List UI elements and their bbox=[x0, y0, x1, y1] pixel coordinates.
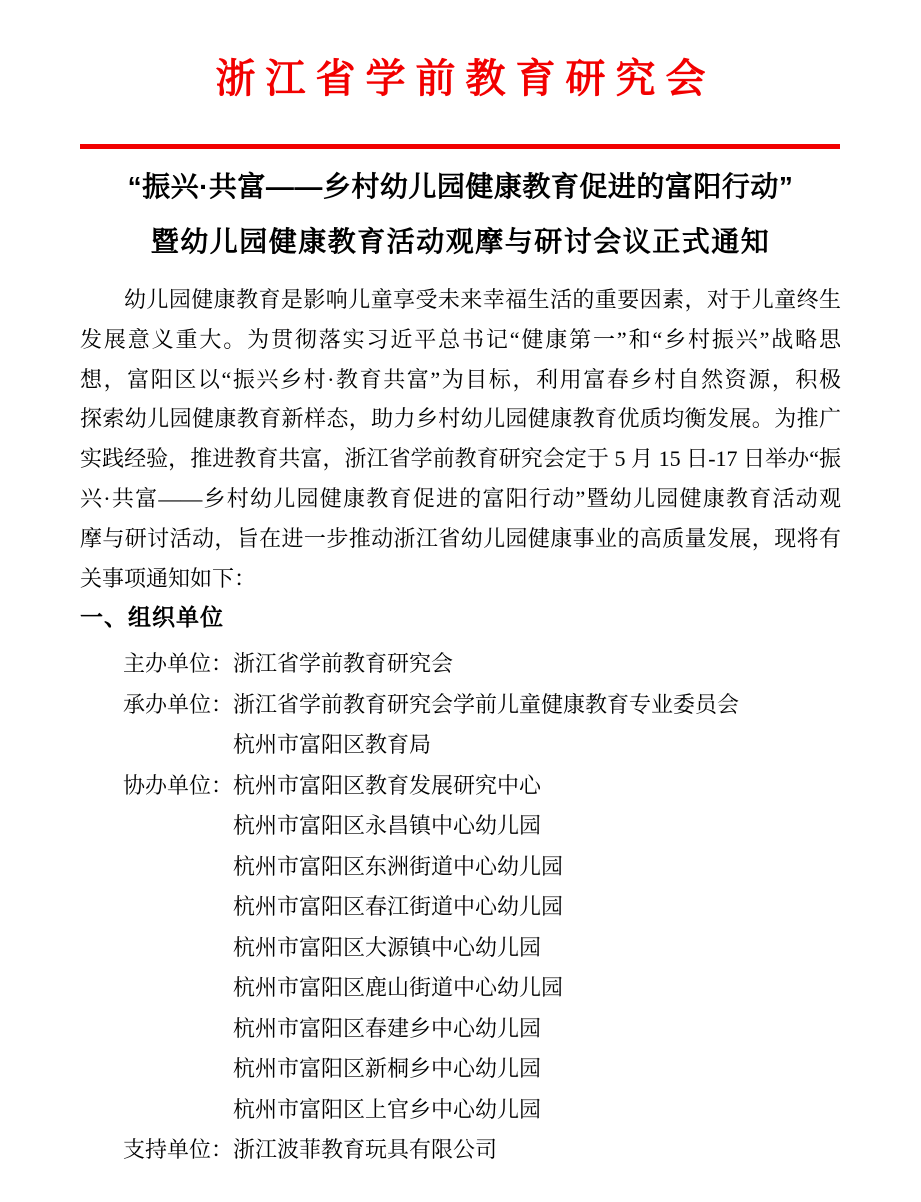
section-heading-organizers: 一、组织单位 bbox=[80, 604, 224, 631]
intro-line: 摩与研讨活动，旨在进一步推动浙江省幼儿园健康事业的高质量发展，现将有 bbox=[80, 525, 841, 551]
intro-paragraph bbox=[80, 280, 841, 598]
org-row-coorganizer-cont bbox=[123, 928, 861, 969]
org-value: 杭州市富阳区大源镇中心幼儿园 bbox=[233, 934, 542, 960]
org-value: 杭州市富阳区教育发展研究中心 bbox=[233, 772, 542, 798]
association-name-header: 浙 江 省 学 前 教 育 研 究 会 bbox=[215, 56, 706, 101]
notice-title-line1: “振兴·共富——乡村幼儿园健康教育促进的富阳行动” bbox=[127, 171, 794, 202]
org-value: 杭州市富阳区鹿山街道中心幼儿园 bbox=[233, 975, 564, 1001]
org-label: 承办单位： bbox=[123, 691, 234, 717]
intro-line: 关事项通知如下： bbox=[80, 565, 257, 591]
intro-line: 实践经验，推进教育共富，浙江省学前教育研究会定于 5 月 15 日-17 日举办“振 bbox=[80, 446, 841, 472]
org-row-undertaker bbox=[123, 685, 861, 726]
org-row-coorganizer-cont bbox=[123, 1090, 861, 1131]
org-row-coorganizer bbox=[123, 766, 861, 807]
org-row-coorganizer-cont bbox=[123, 847, 861, 888]
intro-line: 发展意义重大。为贯彻落实习近平总书记“健康第一”和“乡村振兴”战略思 bbox=[80, 326, 841, 352]
organizer-list bbox=[123, 644, 861, 1171]
org-row-coorganizer-cont bbox=[123, 1009, 861, 1050]
org-value: 杭州市富阳区教育局 bbox=[233, 732, 432, 758]
org-row-undertaker-cont bbox=[123, 725, 861, 766]
intro-line: 探索幼儿园健康教育新样态，助力乡村幼儿园健康教育优质均衡发展。为推广 bbox=[80, 406, 841, 432]
org-value: 杭州市富阳区春建乡中心幼儿园 bbox=[233, 1015, 542, 1041]
org-value: 浙江省学前教育研究会 bbox=[233, 651, 454, 677]
org-value: 浙江省学前教育研究会学前儿童健康教育专业委员会 bbox=[233, 691, 740, 717]
org-value: 杭州市富阳区上官乡中心幼儿园 bbox=[233, 1096, 542, 1122]
org-row-supporter bbox=[123, 1130, 861, 1171]
intro-line: 幼儿园健康教育是影响儿童享受未来幸福生活的重要因素，对于儿童终生 bbox=[124, 287, 841, 312]
org-value: 杭州市富阳区新桐乡中心幼儿园 bbox=[233, 1056, 542, 1082]
intro-line: 兴·共富——乡村幼儿园健康教育促进的富阳行动”暨幼儿园健康教育活动观 bbox=[80, 485, 841, 511]
org-value: 杭州市富阳区永昌镇中心幼儿园 bbox=[233, 813, 542, 839]
notice-title-line2: 暨幼儿园健康教育活动观摩与研讨会议正式通知 bbox=[150, 226, 771, 257]
red-divider-rule bbox=[80, 144, 840, 149]
org-row-coorganizer-cont bbox=[123, 887, 861, 928]
org-row-coorganizer-cont bbox=[123, 806, 861, 847]
org-label: 支持单位： bbox=[123, 1137, 234, 1163]
org-row-coorganizer-cont bbox=[123, 1049, 861, 1090]
intro-line: 想，富阳区以“振兴乡村·教育共富”为目标，利用富春乡村自然资源，积极 bbox=[80, 366, 841, 392]
org-value: 杭州市富阳区东洲街道中心幼儿园 bbox=[233, 853, 564, 879]
org-value: 杭州市富阳区春江街道中心幼儿园 bbox=[233, 894, 564, 920]
org-row-coorganizer-cont bbox=[123, 968, 861, 1009]
org-label: 协办单位： bbox=[123, 772, 234, 798]
org-label: 主办单位： bbox=[123, 651, 234, 677]
org-row-host bbox=[123, 644, 861, 685]
org-value: 浙江波菲教育玩具有限公司 bbox=[233, 1137, 498, 1163]
